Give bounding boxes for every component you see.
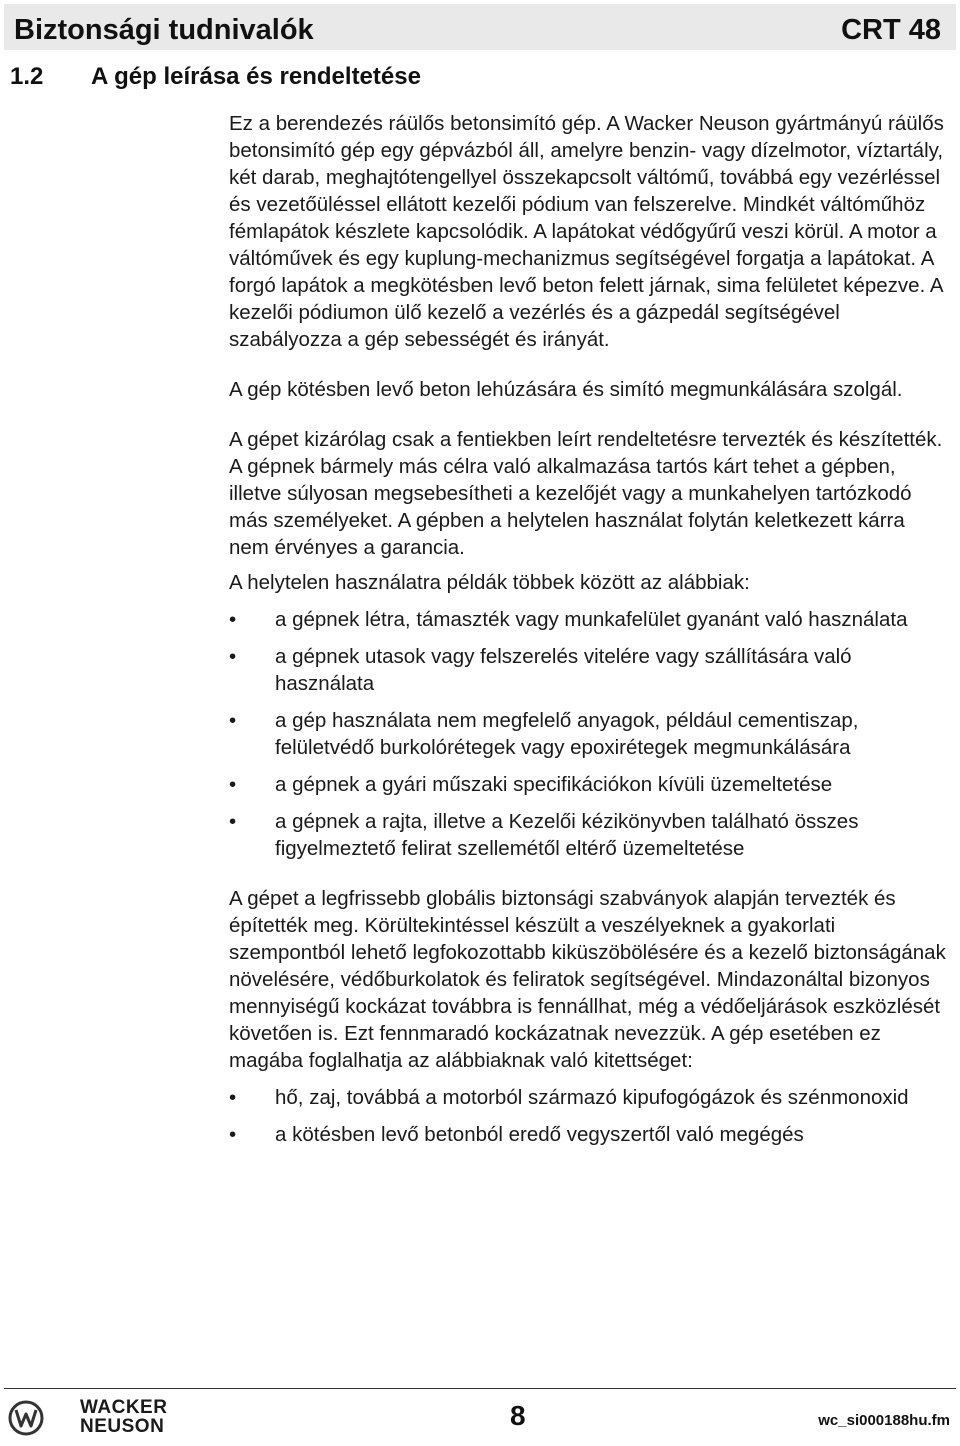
list-item: • a gépnek a gyári műszaki specifikációkon kívüli üzemeltetése (229, 771, 949, 798)
misuse-list (229, 606, 949, 862)
list-item: • a gépnek létra, támaszték vagy munkafelület gyanánt való használata (229, 606, 949, 633)
logo-line-1: WACKER (80, 1397, 168, 1418)
document-body (229, 110, 949, 1158)
section-number: 1.2 (10, 63, 44, 90)
page-number: 8 (510, 1400, 526, 1431)
section-heading (10, 63, 421, 91)
paragraph-purpose: A gép kötésben levő beton lehúzására és simító megmunkálására szolgál. (229, 378, 903, 401)
paragraph-misuse-intro: A helytelen használatra példák többek között az alábbiak: (229, 571, 750, 594)
list-item: • a gépnek a rajta, illetve a Kezelői kézikönyvben található összes figyelmeztető felirat szellemétől eltérő üzemeltetése (229, 808, 949, 862)
paragraph-description: Ez a berendezés ráülős betonsimító gép. A Wacker Neuson gyártmányú ráülős betonsimító gép egy gépvázból áll, amelyre benzin- vagy dízelmotor, víztartály, két darab, meghajtótengellyel összekapcsolt váltómű, továbbá egy vezérléssel és vezetőüléssel ellátott kezelői pódium van felszerelve. Mindkét váltóműhöz fémlapátok készlete kapcsolódik. A lapátokat védőgyűrű veszi körül. A motor a váltóművek és egy kuplung-mechanizmus segítségével forgatja a lapátokat. A forgó lapátok a megkötésben levő beton felett járnak, sima felületet képezve. A kezelői pódiumon ülő kezelő a vezérlés és a gázpedál segítségével szabályozza a gép sebességét és irányát. (229, 112, 944, 351)
list-item: • a kötésben levő betonból eredő vegyszertől való megégés (229, 1121, 949, 1148)
brand-logo-text (80, 1398, 167, 1436)
list-item: • hő, zaj, továbbá a motorból származó kipufogógázok és szénmonoxid (229, 1084, 949, 1111)
wacker-neuson-logo-icon (8, 1400, 44, 1436)
paragraph-intended-use: A gépet kizárólag csak a fentiekben leírt rendeltetésre tervezték és készítették. A gépnek bármely más célra való alkalmazása tartós kárt tehet a gépben, illetve súlyosan megsebesítheti a kezelőjét vagy a munkahelyen tartózkodó más személyeket. A gépben a helytelen használat folytán keletkezett kárra nem érvényes a garancia. (229, 428, 943, 559)
logo-line-2: NEUSON (80, 1416, 165, 1437)
page-header-title: Biztonsági tudnivalók (14, 14, 314, 46)
footer-divider (4, 1388, 956, 1389)
section-title: A gép leírása és rendeltetése (91, 63, 421, 90)
risk-list (229, 1084, 949, 1148)
list-item: • a gép használata nem megfelelő anyagok, például cementiszap, felületvédő burkolórétegek vagy epoxirétegek megmunkálására (229, 707, 949, 761)
paragraph-residual-risk: A gépet a legfrissebb globális biztonsági szabványok alapján tervezték és építették meg. Körültekintéssel készült a veszélyeknek a gyakorlati szempontból lehető legfokozottabb kiküszöbölésére és a kezelő biztonságának növelésére, védőburkolatok és feliratok segítségével. Mindazonáltal bizonyos mennyiségű kockázat továbbra is fennállhat, még a védőeljárások eszközlését követően is. Ezt fennmaradó kockázatnak nevezzük. A gép esetében ez magába foglalhatja az alábbiaknak való kitettséget: (229, 887, 946, 1072)
file-name: wc_si000188hu.fm (818, 1412, 950, 1429)
page-header-model: CRT 48 (841, 14, 941, 46)
list-item: • a gépnek utasok vagy felszerelés vitelére vagy szállítására való használata (229, 643, 949, 697)
header-bar (4, 4, 956, 50)
